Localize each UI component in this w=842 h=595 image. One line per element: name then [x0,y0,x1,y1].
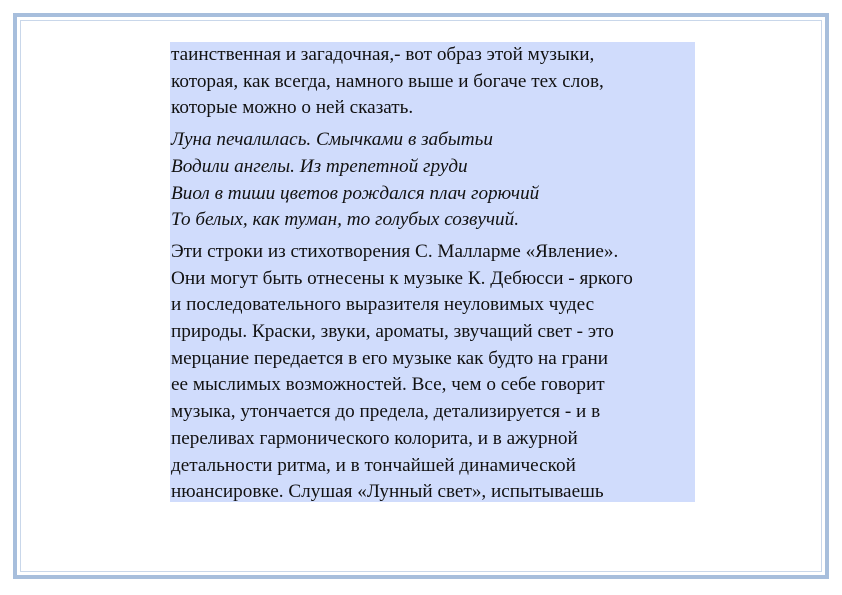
text-line: которая, как всегда, намного выше и богаче тех слов, [171,70,604,92]
text-line: и последовательного выразителя неуловимых чудес [171,294,595,316]
poem-line: Виол в тиши цветов рождался плач горючий [171,182,540,204]
poem-line: Луна печалилась. Смычками в забытьи [171,129,493,151]
text-line: природы. Краски, звуки, ароматы, звучащий свет - это [171,321,614,343]
text-line: детальности ритма, и в тончайшей динамической [171,454,576,476]
text-line: нюансировке. Слушая «Лунный свет», испытываешь [171,481,604,502]
text-line: Они могут быть отнесены к музыке К. Дебюсси - яркого [171,267,633,289]
text-line: таинственная и загадочная,- вот образ этой музыки, [171,44,595,65]
text-line: музыка, утончается до предела, детализируется - и в [171,401,601,423]
intro-paragraph [171,42,695,122]
text-line: переливах гармонического колорита, и в ажурной [171,427,578,449]
poem-quote [171,127,695,234]
poem-line: Водили ангелы. Из трепетной груди [171,155,468,177]
body-paragraph [171,239,695,502]
text-line: ее мыслимых возможностей. Все, чем о себе говорит [171,374,605,396]
poem-line: То белых, как туман, то голубых созвучий. [171,209,520,231]
text-line: мерцание передается в его музыке как будто на грани [171,347,609,369]
text-line: Эти строки из стихотворения С. Малларме «Явление». [171,240,619,262]
text-line: которые можно о ней сказать. [171,97,414,119]
text-block [170,42,695,502]
